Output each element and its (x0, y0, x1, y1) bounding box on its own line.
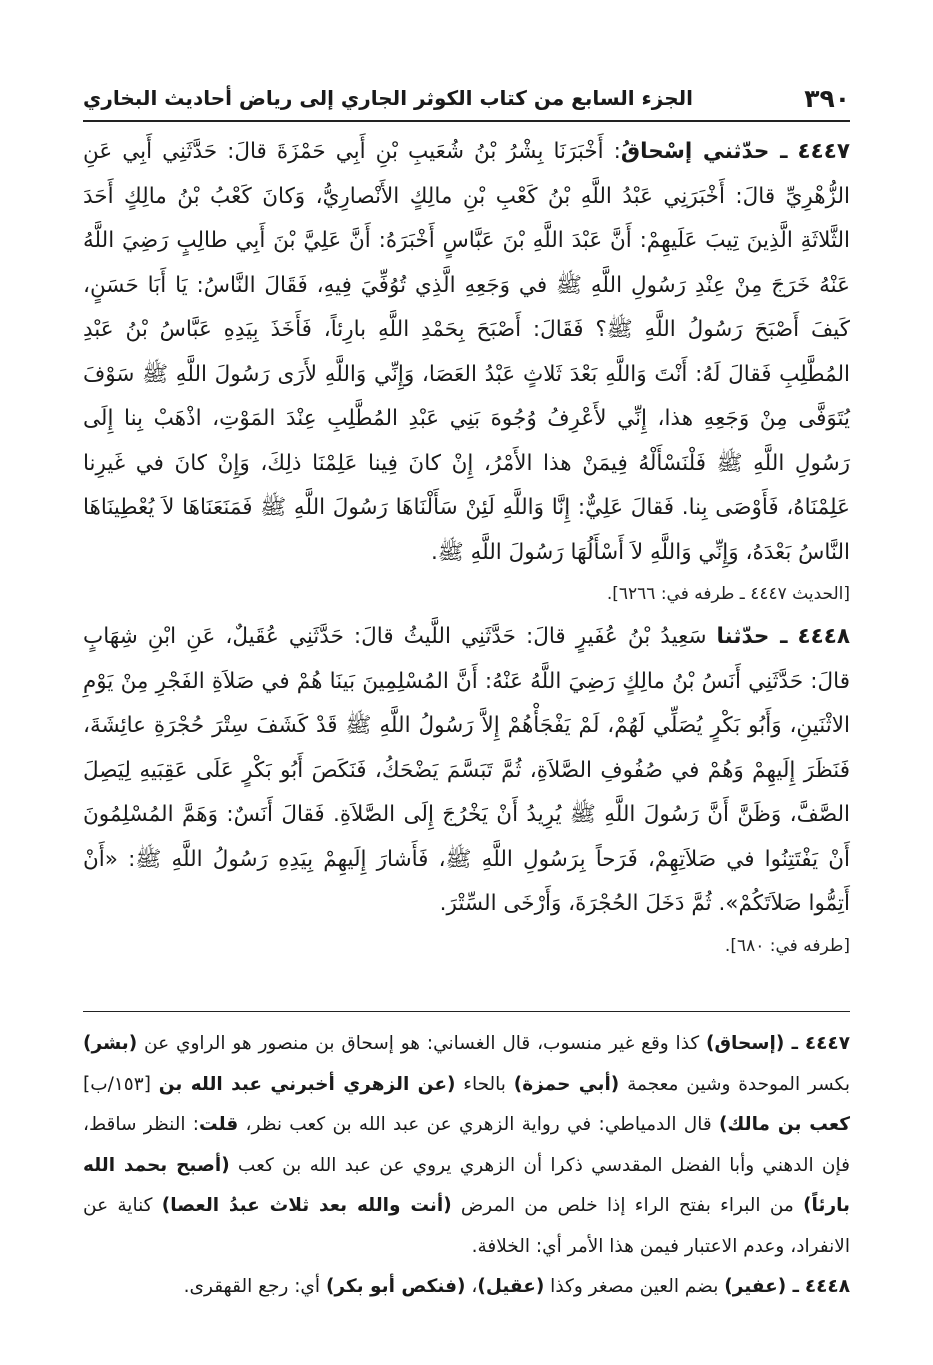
footnote-divider (83, 1011, 850, 1012)
hadith-4447 (83, 130, 850, 575)
note-term: (أصبح بحمد الله بارئاً) (83, 1154, 850, 1216)
note-body (83, 1033, 850, 1257)
note-number: ٤٤٤٧ (804, 1033, 850, 1054)
hadith-number: ٤٤٤٧ (797, 139, 851, 164)
note-term: ـ (إسحاق) (706, 1033, 798, 1054)
note-text: كذا وقع غير منسوب، قال الغساني: هو إسحاق بن منصور هو الراوي عن (137, 1033, 707, 1054)
hadith-reference: [طرفه في: ٦٨٠]. (724, 935, 850, 956)
note-text: : النظر ساقط، فإن الدهني وأبا الفضل المقدسي ذكرا أن الزهري يروي عن عبد الله بن كعب (83, 1114, 850, 1176)
hadith-reference: [الحديث ٤٤٤٧ ـ طرفه في: ٦٢٦٦]. (606, 584, 850, 604)
commentary-notes (83, 1024, 850, 1308)
hadith-lead: ـ حدّثنا (716, 624, 788, 649)
note-term: (عقيل) (477, 1276, 545, 1297)
note-text: [١٥٣/ب] (83, 1073, 159, 1095)
note-text: بكسر الموحدة وشين معجمة (619, 1073, 850, 1095)
hadith-text: : أَخْبَرَنَا بِشْرُ بْنُ شُعَيبِ بْنِ أَبِي حَمْزَةَ قالَ: حَدَّثَنِي أَبِي عَنِ الزُّهْرِيِّ قالَ: أَخْبَرَنِي عَبْدُ اللَّهِ بْنُ كَعْبِ بْنِ مالِكٍ الأَنْصارِيُّ، وَكانَ كَعْبُ بْنُ مالِكٍ أَحَدَ الثَّلاثَةِ الَّذِينَ تِيبَ عَلَيهِمْ: أَنَّ عَبْدَ اللَّهِ بْنَ عَبَّاسٍ أَخْبَرَهُ: أَنَّ عَلِيَّ بْنَ أَبِي طالِبٍ رَضِيَ اللَّهُ عَنْهُ خَرَجَ مِنْ عِنْدِ رَسُولِ اللَّهِ ﷺ في وَجَعِهِ الَّذِي تُوُفِّيَ فِيهِ، فَقَالَ النَّاسُ: يَا أَبَا حَسَنٍ، كَيفَ أَصْبَحَ رَسُولُ اللَّهِ ﷺ؟ فَقَالَ: أَصْبَحَ بِحَمْدِ اللَّهِ بارِئاً، فَأَخَذَ بِيَدِهِ عَبَّاسُ بْنُ عَبْدِ المُطَّلِبِ فَقالَ لَهُ: أَنْتَ وَاللَّهِ بَعْدَ ثَلاثٍ عَبْدُ العَصَا، وَإِنِّي وَاللَّهِ لأَرَى رَسُولَ اللَّهِ ﷺ سَوْفَ يُتَوَفَّى مِنْ وَجَعِهِ هذا، إِنِّي لأَعْرِفُ وُجُوهَ بَنِي عَبْدِ المُطَّلِبِ عِنْدَ المَوْتِ، اذْهَبْ بِنا إِلَى رَسُولِ اللَّهِ ﷺ فَلْنَسْأَلْهُ فِيمَنْ هذا الأَمْرُ، إِنْ كانَ فِينا عَلِمْنَا ذلِكَ، وَإِنْ كانَ في غَيرِنا عَلِمْنَاهُ، فَأَوْصَى بِنا. فَقالَ عَلِيٌّ: إِنَّا وَاللَّهِ لَئِنْ سَأَلْنَاهَا رَسُولَ اللَّهِ ﷺ فَمَنَعَنَاهَا لاَ يُعْطِينَاهَا النَّاسُ بَعْدَهُ، وَإِنِّي وَاللَّهِ لاَ أَسْأَلُهَا رَسُولَ اللَّهِ ﷺ. (83, 139, 850, 565)
note-term: (فنكص أبو بكر) (325, 1276, 466, 1297)
note-term: (بشر) (83, 1033, 138, 1054)
note-term: ـ (عفير) (724, 1276, 799, 1297)
note-term: قلت (199, 1114, 239, 1135)
note-term: (أبي حمزة) (513, 1073, 620, 1095)
note-text: أي: رجع القهقرى. (183, 1276, 326, 1297)
note-text: من البراء بفتح الراء إذا خلص من المرض (451, 1195, 804, 1216)
note-4447 (83, 1024, 850, 1267)
note-text: قال الدمياطي: في رواية الزهري عن عبد الله بن كعب نظر، (238, 1114, 719, 1135)
page-header (83, 80, 850, 122)
note-term: (أنت والله بعد ثلاث عبدُ العصا) (161, 1195, 452, 1216)
note-text: ، (465, 1276, 478, 1297)
hadith-4448 (83, 615, 850, 927)
running-title: الجزء السابع من كتاب الكوثر الجاري إلى رياض أحاديث البخاري (83, 86, 693, 110)
note-term: كعب بن مالك) (718, 1114, 851, 1135)
note-body (184, 1276, 799, 1297)
main-text (83, 130, 850, 967)
hadith-text: سَعِيدُ بْنُ عُفَيرٍ قالَ: حَدَّثَنِي اللَّيثُ قالَ: حَدَّثَنِي عُقَيلٌ، عَنِ ابْنِ شِهَابٍ قالَ: حَدَّثَنِي أَنَسُ بْنُ مالِكٍ رَضِيَ اللَّهُ عَنْهُ: أَنَّ المُسْلِمِينَ بَينَا هُمْ في صَلاَةِ الفَجْرِ مِنْ يَوْمِ الاثْنَينِ، وَأَبُو بَكْرٍ يُصَلِّي لَهُمْ، لَمْ يَفْجَأْهُمْ إِلاَّ رَسُولُ اللَّهِ ﷺ قَدْ كَشَفَ سِتْرَ حُجْرَةِ عائِشَةَ، فَنَظَرَ إِلَيهِمْ وَهُمْ في صُفُوفِ الصَّلاَةِ، ثُمَّ تَبَسَّمَ يَضْحَكُ، فَنَكَصَ أَبُو بَكْرٍ عَلَى عَقِبَيهِ لِيَصِلَ الصَّفَّ، وَظَنَّ أَنَّ رَسُولَ اللَّهِ ﷺ يُرِيدُ أَنْ يَخْرُجَ إِلَى الصَّلاَةِ. فَقالَ أَنَسٌ: وَهَمَّ المُسْلِمُونَ أَنْ يَفْتَتِنُوا في صَلاَتِهِمْ، فَرَحاً بِرَسُولِ اللَّهِ ﷺ، فَأَشارَ إِلَيهِمْ بِيَدِهِ رَسُولُ اللَّهِ ﷺ: «أَنْ أَتِمُّوا صَلاَتَكُمْ». ثُمَّ دَخَلَ الحُجْرَةَ، وَأَرْخَى السِّتْرَ. (83, 624, 850, 916)
note-number: ٤٤٤٨ (804, 1276, 850, 1297)
note-4448 (83, 1267, 850, 1308)
hadith-lead: ـ حدّثني إسْحاقُ (620, 139, 788, 164)
note-text: بالحاء (455, 1073, 514, 1095)
page-number: ٣٩٠ (804, 84, 850, 113)
hadith-number: ٤٤٤٨ (797, 624, 850, 649)
note-text: كناية عن الانفراد، وعدم الاعتبار فيمن هذا الأمر أي: الخلافة. (83, 1195, 850, 1257)
note-term: (عن الزهري أخبرني عبد الله بن (158, 1073, 456, 1095)
note-text: بضم العين مصغر وكذا (544, 1276, 725, 1297)
